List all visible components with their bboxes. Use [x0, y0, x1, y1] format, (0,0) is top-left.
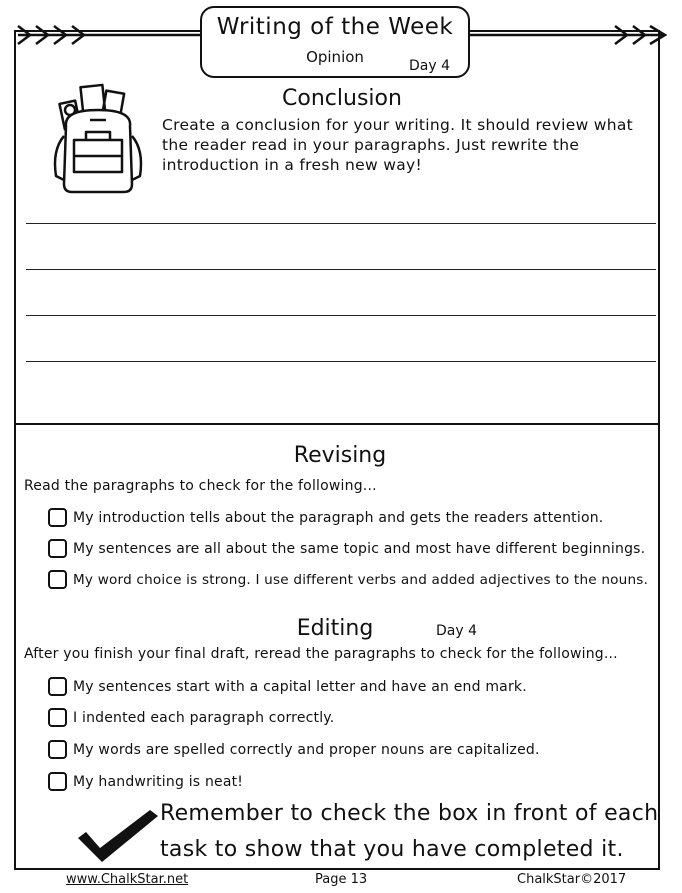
revising-prompt: Read the paragraphs to check for the following...: [24, 478, 377, 494]
footer-website-link[interactable]: www.ChalkStar.net: [66, 872, 189, 887]
revising-item-3: My word choice is strong. I use different verbs and added adjectives to the nouns.: [73, 572, 649, 588]
editing-item-3: My words are spelled correctly and proper nouns are capitalized.: [73, 742, 540, 758]
editing-checkbox-3[interactable]: [48, 740, 67, 759]
backpack-icon: [48, 80, 148, 198]
reminder-line-1: Remember to check the box in front of each: [160, 801, 659, 826]
revising-checkbox-1[interactable]: [48, 508, 67, 527]
writing-line[interactable]: [26, 269, 656, 270]
revising-checkbox-3[interactable]: [48, 570, 67, 589]
footer-page-number: Page 13: [315, 872, 368, 887]
reminder-text: [160, 796, 660, 868]
revising-title: Revising: [293, 443, 387, 468]
right-arrows-decoration: [465, 20, 675, 50]
page-title: Writing of the Week: [216, 14, 454, 40]
writing-line[interactable]: [26, 315, 656, 316]
editing-item-1: My sentences start with a capital letter and have an end mark.: [73, 679, 527, 695]
revising-checkbox-2[interactable]: [48, 539, 67, 558]
editing-day-label: Day 4: [436, 623, 478, 639]
writing-line[interactable]: [26, 223, 656, 224]
editing-item-4: My handwriting is neat!: [73, 774, 244, 790]
editing-checkbox-1[interactable]: [48, 677, 67, 696]
editing-prompt: After you finish your final draft, reread the paragraphs to check for the following...: [24, 646, 618, 662]
footer-copyright: ChalkStar©2017: [517, 872, 627, 887]
revising-item-2: My sentences are all about the same topic and most have different beginnings.: [73, 541, 646, 557]
editing-title: Editing: [296, 616, 374, 641]
reminder-line-2: task to show that you have completed it.: [160, 837, 624, 862]
writing-line[interactable]: [26, 361, 656, 362]
revising-item-1: My introduction tells about the paragraph and gets the readers attention.: [73, 510, 604, 526]
genre-subtitle: Opinion: [306, 48, 364, 66]
left-arrows-decoration: [10, 20, 210, 50]
editing-checkbox-4[interactable]: [48, 772, 67, 791]
banner-day-label: Day 4: [409, 58, 451, 74]
conclusion-instructions: Create a conclusion for your writing. It should review what the reader read in your paragraphs. Just rewrite the introduction in a fresh new way!: [162, 116, 634, 174]
checkmark-icon: [76, 808, 160, 864]
conclusion-title: Conclusion: [282, 86, 402, 111]
editing-checkbox-2[interactable]: [48, 708, 67, 727]
section-divider: [14, 423, 660, 425]
editing-item-2: I indented each paragraph correctly.: [73, 710, 335, 726]
